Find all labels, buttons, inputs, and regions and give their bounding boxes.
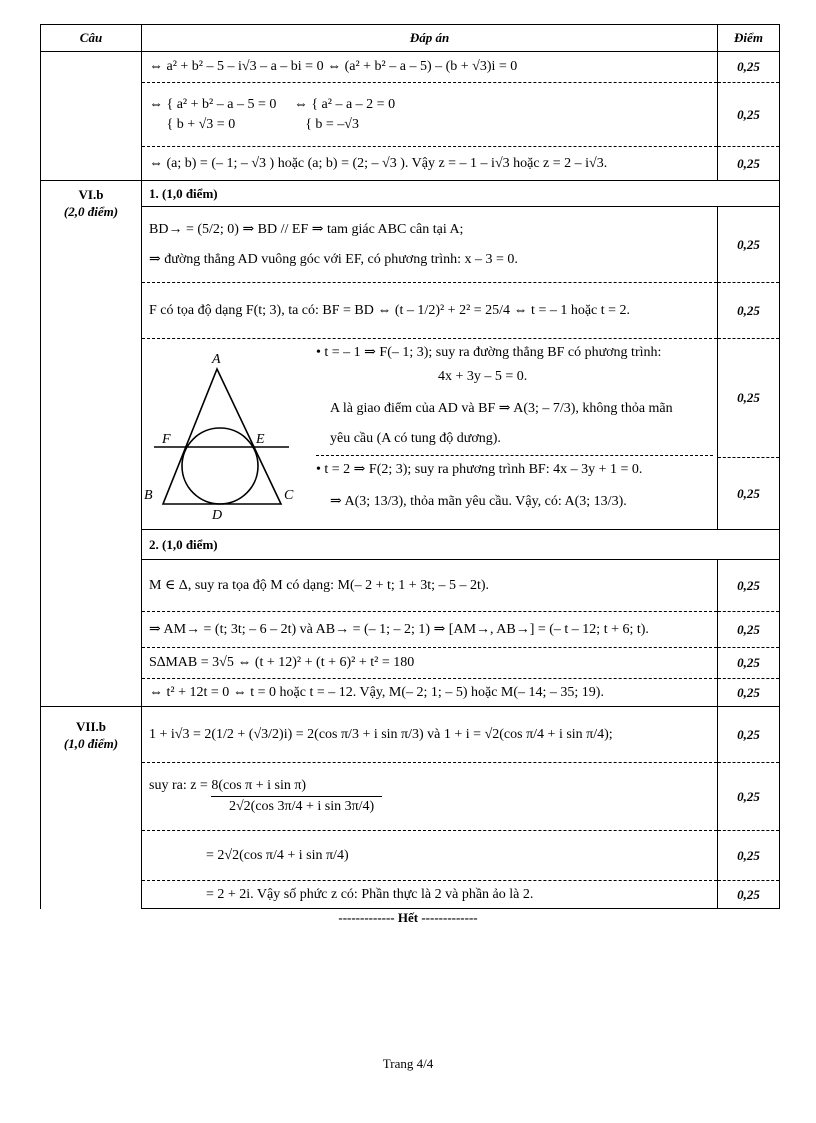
- incircle: [182, 428, 258, 504]
- answer-text: ⇔ a² + b² – 5 – i√3 – a – bi = 0 ⇔ (a² + b² – a – 5) – (b + √3)i = 0: [142, 52, 718, 83]
- case-line: A là giao điểm của AD và BF ⇒ A(3; – 7/3), không thỏa mãn: [330, 401, 673, 416]
- label-e: E: [256, 432, 265, 447]
- table-row: [41, 181, 780, 207]
- end-marker: ------------- Hết -------------: [338, 910, 478, 925]
- case-line: 4x + 3y – 5 = 0.: [438, 369, 528, 384]
- system-line-1: ⇔ { a² + b² – a – 5 = 0 ⇔ { a² – a – 2 = 0: [149, 96, 396, 112]
- case-block: [142, 339, 718, 530]
- header-score: Điểm: [718, 25, 780, 52]
- table-row: [41, 147, 780, 181]
- system-line-2: { b + √3 = 0 { b = –√3: [149, 116, 359, 132]
- answer-text: M ∈ Δ, suy ra tọa độ M có dạng: M(– 2 + t; 1 + 3t; – 5 – 2t).: [142, 560, 718, 612]
- question-points: (2,0 điểm): [63, 204, 119, 219]
- case-2: [316, 455, 713, 512]
- table-row: [41, 707, 780, 763]
- table-row: [41, 283, 780, 339]
- case-line: yêu cầu (A có tung độ dương).: [330, 431, 501, 446]
- label-f: F: [162, 432, 171, 447]
- score: 0,25: [718, 648, 780, 679]
- case-line: ⇒ A(3; 13/3), thỏa mãn yêu cầu. Vậy, có: A(3; 13/3).: [330, 494, 627, 509]
- part-label: 2. (1,0 điểm): [142, 530, 780, 560]
- question-name: VI.b: [78, 187, 104, 202]
- score: 0,25: [718, 679, 780, 707]
- answer-text: S∆MAB = 3√5 ⇔ (t + 12)² + (t + 6)² + t² = 180: [142, 648, 718, 679]
- table-row: [41, 207, 780, 283]
- score: 0,25: [718, 763, 780, 831]
- score: 0,25: [718, 458, 780, 530]
- answer-table: [40, 24, 780, 909]
- header-answer: Đáp án: [142, 25, 718, 52]
- table-row: [41, 763, 780, 831]
- table-row: [41, 881, 780, 909]
- table-row: [41, 612, 780, 648]
- answer-fraction: [142, 763, 718, 831]
- case-1: [316, 339, 713, 449]
- answer-system: [142, 83, 718, 147]
- answer-block: [142, 207, 718, 283]
- case-line: • t = – 1 ⇒ F(– 1; 3); suy ra đường thẳng BF có phương trình:: [316, 345, 662, 360]
- fraction-numerator: suy ra: z = 8(cos π + i sin π): [149, 778, 307, 793]
- answer-sheet: [40, 24, 780, 909]
- answer-text: ⇒ AM→ = (t; 3t; – 6 – 2t) và AB→ = (– 1; – 2; 1) ⇒ [AM→, AB→] = (– t – 12; t + 6; t).: [142, 612, 718, 648]
- fraction-denominator: 2√2(cos 3π/4 + i sin 3π/4): [211, 796, 382, 817]
- triangle-figure: [144, 339, 314, 523]
- answer-text: = 2√2(cos π/4 + i sin π/4): [142, 831, 718, 881]
- question-cell-vib: [41, 181, 142, 707]
- score: 0,25: [718, 283, 780, 339]
- case-line: • t = 2 ⇒ F(2; 3); suy ra phương trình BF: 4x – 3y + 1 = 0.: [316, 462, 643, 477]
- label-b: B: [144, 488, 153, 503]
- score: 0,25: [718, 612, 780, 648]
- score: 0,25: [718, 707, 780, 763]
- table-row: [41, 339, 780, 458]
- table-row: [41, 648, 780, 679]
- score: 0,25: [718, 207, 780, 283]
- answer-line: ⇒ đường thẳng AD vuông góc với EF, có phương trình: x – 3 = 0.: [149, 251, 518, 267]
- page-number: Trang 4/4: [382, 1056, 434, 1071]
- table-row: [41, 530, 780, 560]
- table-row: [41, 560, 780, 612]
- table-header: [41, 25, 780, 52]
- score: 0,25: [718, 339, 780, 458]
- score: 0,25: [718, 52, 780, 83]
- part-label: 1. (1,0 điểm): [142, 181, 780, 207]
- label-c: C: [284, 488, 294, 503]
- table-row: [41, 831, 780, 881]
- header-question: Câu: [41, 25, 142, 52]
- score: 0,25: [718, 83, 780, 147]
- table-row: [41, 52, 780, 83]
- label-a: A: [212, 352, 221, 367]
- score: 0,25: [718, 881, 780, 909]
- question-points: (1,0 điểm): [63, 736, 119, 751]
- answer-text: F có tọa độ dạng F(t; 3), ta có: BF = BD ⇔ (t – 1/2)² + 2² = 25/4 ⇔ t = – 1 hoặc t = 2.: [142, 283, 718, 339]
- score: 0,25: [718, 147, 780, 181]
- answer-text: 1 + i√3 = 2(1/2 + (√3/2)i) = 2(cos π/3 + i sin π/3) và 1 + i = √2(cos π/4 + i sin π/4);: [142, 707, 718, 763]
- score: 0,25: [718, 560, 780, 612]
- score: 0,25: [718, 831, 780, 881]
- answer-text: ⇔ (a; b) = (– 1; – √3 ) hoặc (a; b) = (2; – √3 ). Vậy z = – 1 – i√3 hoặc z = 2 – i√3.: [142, 147, 718, 181]
- question-name: VII.b: [76, 719, 106, 734]
- answer-line: BD→ = (5/2; 0) ⇒ BD // EF ⇒ tam giác ABC cân tại A;: [149, 221, 464, 237]
- table-row: [41, 679, 780, 707]
- question-cell-viib: [41, 707, 142, 909]
- answer-text: = 2 + 2i. Vậy số phức z có: Phần thực là 2 và phần ảo là 2.: [142, 881, 718, 909]
- question-cell-empty: [41, 52, 142, 181]
- table-row: [41, 83, 780, 147]
- label-d: D: [212, 508, 223, 523]
- answer-text: ⇔ t² + 12t = 0 ⇔ t = 0 hoặc t = – 12. Vậy, M(– 2; 1; – 5) hoặc M(– 14; – 35; 19).: [142, 679, 718, 707]
